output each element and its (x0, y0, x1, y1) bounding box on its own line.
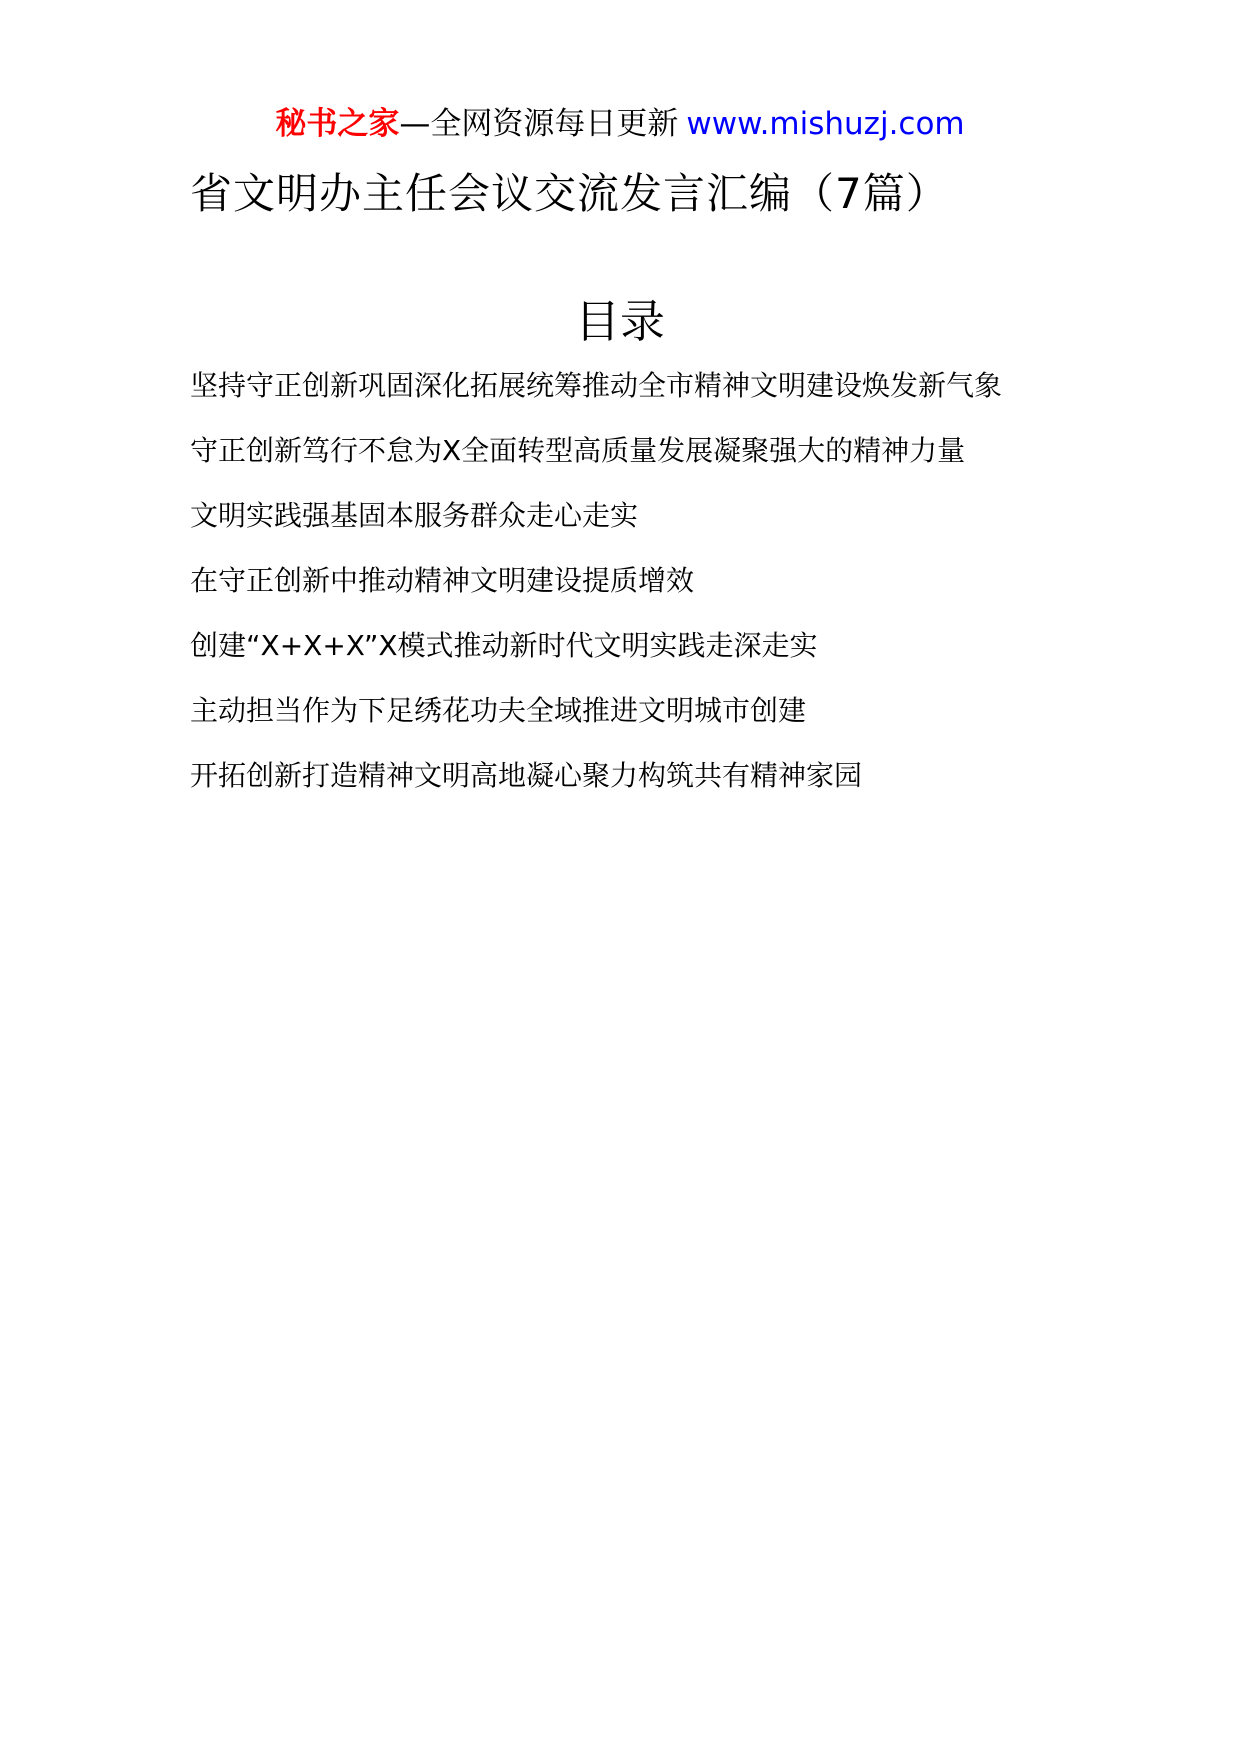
toc-item[interactable]: 在守正创新中推动精神文明建设提质增效 (190, 564, 695, 597)
toc-item[interactable]: 创建“X+X+X”X模式推动新时代文明实践走深走实 (190, 629, 818, 662)
site-header (0, 104, 1240, 144)
toc-item[interactable]: 坚持守正创新巩固深化拓展统筹推动全市精神文明建设焕发新气象 (190, 369, 1003, 402)
site-url-link[interactable]: www.mishuzj.com (686, 106, 965, 142)
toc-item[interactable]: 主动担当作为下足绣花功夫全域推进文明城市创建 (190, 694, 807, 727)
table-of-contents (190, 366, 1002, 821)
toc-item[interactable]: 守正创新笃行不怠为X全面转型高质量发展凝聚强大的精神力量 (190, 434, 966, 467)
document-title: 省文明办主任会议交流发言汇编（7篇） (190, 169, 949, 218)
toc-heading: 目录 (574, 295, 665, 348)
toc-item[interactable]: 开拓创新打造精神文明高地凝心聚力构筑共有精神家园 (190, 759, 863, 792)
header-tagline: —全网资源每日更新 (399, 106, 679, 142)
brand-name: 秘书之家 (275, 106, 400, 142)
toc-item[interactable]: 文明实践强基固本服务群众走心走实 (190, 499, 639, 532)
